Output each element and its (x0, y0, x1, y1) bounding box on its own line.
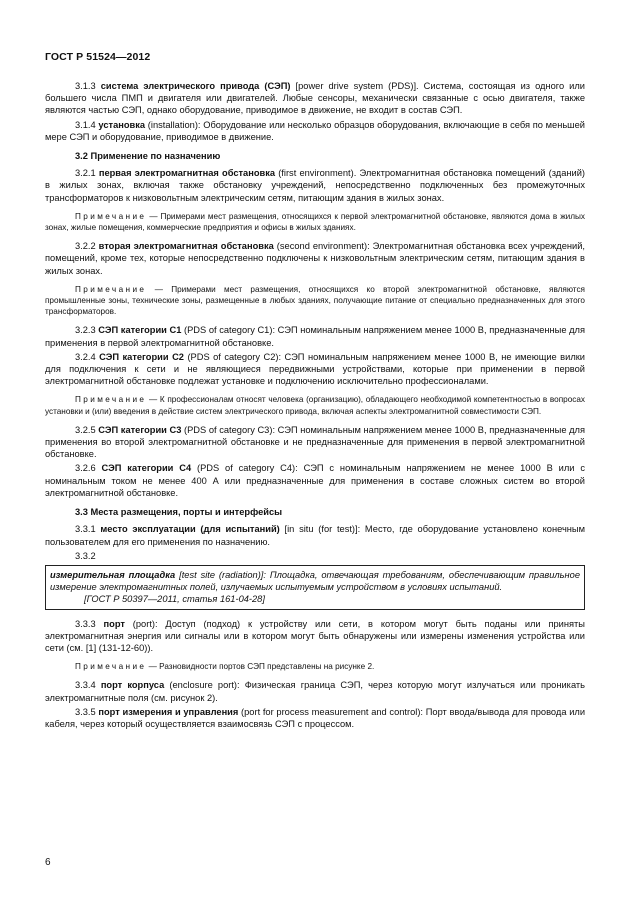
note-2 (45, 284, 585, 318)
note-label: Примечание (75, 395, 147, 405)
definition-text: [power drive system (PDS)]. Система, состоящая из одного или большего числа ПМП и двигателя или двигателей. Любые сенсоры, механически связанные с осью двигателя, также являются частью СЭП, однако оборудование, приводимое в движение, не входит в состав СЭП. (45, 81, 585, 116)
clause-number: 3.1.4 (75, 119, 99, 130)
clause-number: 3.3.3 (75, 618, 104, 629)
term: СЭП категории С4 (101, 463, 192, 474)
definition-box-text (50, 569, 580, 593)
clause-number: 3.3.1 (75, 524, 101, 535)
term: СЭП категории С1 (98, 325, 182, 336)
definition-text: (second environment): Электромагнитная обстановка всех учреждений, помещений, кроме тех, которые непосредственно подключены к низковольтным электрическим сетям, питающим здания в жилых зонах. (45, 241, 585, 276)
clause-number: 3.2.5 (75, 424, 99, 435)
clause-number: 3.3.5 (75, 706, 99, 717)
definition-text: (PDS of category C3): СЭП номинальным напряжением менее 1000 В, предназначенные для применения во второй электромагнитной обстановке и не предназначенные для применения в первой электромагнитной обстановке. (45, 424, 585, 460)
clause-number: 3.2.1 (75, 168, 99, 179)
note-text: — К профессионалам относят человека (организацию), обладающего необходимой компетентностью в вопросах установки и (или) введения в действие систем электрического привода, включая аспекты электромагнитной совместимости СЭП. (45, 395, 585, 416)
clause-3-2-6 (45, 462, 585, 499)
definition-text: (PDS of category C1): СЭП номинальным напряжением менее 1000 В, предназначенные для применения в первой электромагнитной обстановке. (45, 325, 585, 348)
definition-text: (PDS of category C2): СЭП номинальным напряжением менее 1000 В, не имеющие вилки для подключения к сети и не являющиеся передвижными устройствами, которые при применении в первой электромагнитной обстановке подлежат установке и подключению исключительно профессионалами. (45, 351, 586, 387)
definition-box (45, 565, 585, 610)
definition-text: (first environment). Электромагнитная обстановка помещений (зданий) в жилых зонах, включая также обстановку учреждений, непосредственно подключенных без промежуточных трансформаторов к низковольтным электрическим сетям, питающим здания в жилых зонах. (45, 168, 585, 203)
section-heading-3-3: 3.3 Места размещения, порты и интерфейсы (75, 507, 283, 518)
definition-text: (port): Доступ (подход) к устройству или сети, в котором могут быть поданы или приняты электромагнитная энергия или сигналы или в котором могут быть обнаружены или измерены изменения устройства или сети (см. [1] (131-12-60)). (45, 618, 585, 653)
document-header: ГОСТ Р 51524—2012 (45, 51, 151, 63)
term: место эксплуатации (для испытаний) (100, 524, 280, 535)
clause-3-2-1 (45, 167, 585, 204)
clause-3-3-2-number: 3.3.2 (75, 550, 96, 561)
clause-3-1-4 (45, 119, 585, 143)
section-heading-3-2: 3.2 Применение по назначению (75, 151, 221, 162)
clause-number: 3.2.2 (75, 241, 99, 252)
note-4 (45, 661, 585, 672)
note-label: Примечание (75, 211, 147, 221)
clause-3-1-3 (45, 80, 585, 117)
note-text: — Разновидности портов СЭП представлены на рисунке 2. (146, 662, 375, 672)
clause-number: 3.2.4 (75, 351, 100, 362)
definition-text: (PDS of category C4): СЭП с номинальным напряжением не менее 1000 В или с номинальным током не менее 400 А или предназначенные для применения в составе сложных систем во второй электромагнитной обстановке. (45, 463, 586, 498)
definition-text: [in situ (for test)]: Место, где оборудование установлено конечным пользователем для его применения по назначению. (45, 524, 585, 547)
note-text: — Примерами мест размещения, относящихся ко второй электромагнитной обстановке, являются промышленные зоны, технические зоны, размещенные в любых зданиях, получающие питание от специально предназначенных для этого трансформаторов. (45, 284, 585, 317)
clause-number: 3.3.4 (75, 680, 101, 691)
term: СЭП категории С3 (98, 424, 182, 435)
term: первая электромагнитная обстановка (98, 168, 276, 179)
definition-text: (enclosure port): Физическая граница СЭП, через которую могут излучаться или проникать электромагнитные поля (см. рисунок 2). (45, 680, 586, 703)
clause-3-3-4 (45, 679, 585, 703)
term: вторая электромагнитная обстановка (98, 241, 274, 252)
note-label: Примечание (75, 662, 147, 672)
clause-3-2-4 (45, 351, 585, 388)
definition-text: [test site (radiation)]: Площадка, отвечающая требованиям, обеспечивающим правильное измерение электромагнитных полей, излучаемых испытуемым устройством в условиях испытаний. (50, 569, 580, 593)
term: система электрического привода (СЭП) (100, 81, 291, 91)
note-text: — Примерами мест размещения, относящихся к первой электромагнитной обстановке, являются дома в жилых зонах, жилые помещения, коммерческие предприятия и офисы в жилых зданиях. (45, 211, 585, 233)
term: порт (103, 618, 125, 629)
term: порт измерения и управления (98, 706, 239, 717)
definition-text: (installation): Оборудование или несколько образцов оборудования, включающие в себя по меньшей мере СЭП и оборудование, приводимое в движение. (45, 119, 586, 142)
clause-3-3-3 (45, 618, 585, 655)
clause-3-3-1 (45, 523, 585, 547)
clause-3-2-5 (45, 424, 585, 461)
definition-text: (port for process measurement and control): Порт ввода/вывода для провода или кабеля, через который осуществляется взаимосвязь СЭП с процессом. (45, 706, 586, 729)
term: СЭП категории С2 (99, 351, 184, 362)
document-body (45, 80, 585, 732)
source-reference: [ГОСТ Р 50397—2011, статья 161-04-28] (84, 594, 265, 605)
term: установка (98, 119, 146, 130)
clause-number: 3.2.3 (75, 325, 99, 336)
term: измерительная площадка (50, 569, 176, 580)
term: порт корпуса (100, 680, 165, 691)
note-3 (45, 394, 585, 416)
note-1 (45, 211, 585, 233)
clause-number: 3.1.3 (75, 81, 101, 91)
page-number: 6 (45, 857, 51, 868)
note-label: Примечание (75, 284, 147, 294)
clause-3-2-2 (45, 240, 585, 277)
clause-3-2-3 (45, 324, 585, 348)
clause-3-3-5 (45, 706, 585, 730)
clause-number: 3.2.6 (75, 463, 102, 474)
